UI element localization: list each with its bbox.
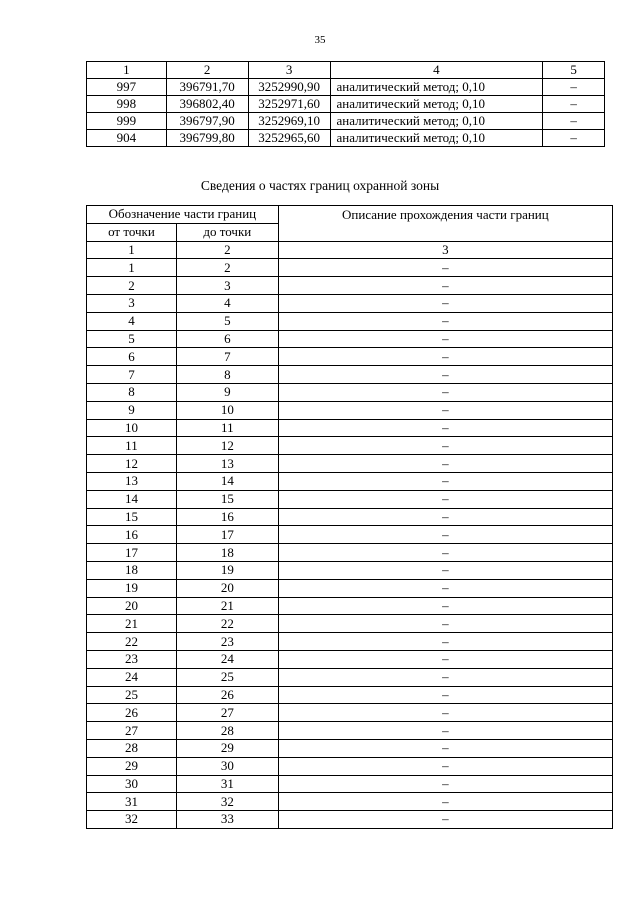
table-cell: –: [278, 757, 612, 775]
table-cell: 4: [176, 294, 278, 312]
table-cell: –: [278, 330, 612, 348]
table-cell: –: [278, 650, 612, 668]
table-cell: аналитический метод; 0,10: [330, 113, 543, 130]
table-cell: 31: [87, 793, 177, 811]
header-from-point: от точки: [87, 223, 177, 241]
table-cell: 3252965,60: [248, 130, 330, 147]
table-row: [87, 366, 613, 384]
table-cell: –: [543, 79, 605, 96]
table-cell: 29: [176, 739, 278, 757]
coords-header-cell: 5: [543, 62, 605, 79]
table-cell: 16: [176, 508, 278, 526]
table-cell: –: [278, 294, 612, 312]
coords-header-cell: 4: [330, 62, 543, 79]
table-cell: 7: [176, 348, 278, 366]
table-cell: 27: [87, 722, 177, 740]
table-cell: аналитический метод; 0,10: [330, 96, 543, 113]
table-cell: 8: [176, 366, 278, 384]
table-cell: 998: [87, 96, 167, 113]
table-cell: 15: [87, 508, 177, 526]
table-cell: 7: [87, 366, 177, 384]
table-cell: 18: [176, 544, 278, 562]
table-row: [87, 277, 613, 295]
numbering-cell: 1: [87, 241, 177, 259]
table-row: [87, 96, 605, 113]
table-cell: –: [278, 508, 612, 526]
table-cell: –: [543, 96, 605, 113]
table-cell: –: [278, 437, 612, 455]
table-cell: 32: [176, 793, 278, 811]
table-cell: –: [278, 312, 612, 330]
table-cell: 999: [87, 113, 167, 130]
table-cell: 997: [87, 79, 167, 96]
table-cell: 23: [87, 650, 177, 668]
table-cell: 28: [176, 722, 278, 740]
coordinates-table: [86, 61, 605, 147]
table-cell: –: [278, 455, 612, 473]
table-cell: 396797,90: [166, 113, 248, 130]
table-row: [87, 508, 613, 526]
table-cell: 26: [176, 686, 278, 704]
table-cell: 11: [176, 419, 278, 437]
table-cell: –: [278, 526, 612, 544]
table-cell: 20: [87, 597, 177, 615]
table-cell: 6: [87, 348, 177, 366]
table-cell: –: [543, 130, 605, 147]
table-cell: 904: [87, 130, 167, 147]
table-cell: 19: [87, 579, 177, 597]
table-cell: 15: [176, 490, 278, 508]
table-row: [87, 722, 613, 740]
coords-header-cell: 2: [166, 62, 248, 79]
table-cell: –: [278, 277, 612, 295]
table-cell: 396799,80: [166, 130, 248, 147]
table-cell: 21: [87, 615, 177, 633]
table-cell: 5: [87, 330, 177, 348]
table-row: [87, 401, 613, 419]
table-cell: –: [278, 401, 612, 419]
table-cell: 25: [87, 686, 177, 704]
table-cell: 20: [176, 579, 278, 597]
table-row: [87, 294, 613, 312]
table-row: [87, 383, 613, 401]
table-cell: 2: [176, 259, 278, 277]
table-cell: –: [278, 472, 612, 490]
table-cell: 17: [176, 526, 278, 544]
table-cell: –: [278, 775, 612, 793]
table-cell: –: [278, 633, 612, 651]
table-cell: 6: [176, 330, 278, 348]
table-cell: 26: [87, 704, 177, 722]
table-row: [87, 793, 613, 811]
table-row: [87, 259, 613, 277]
table-row: [87, 348, 613, 366]
table-cell: 9: [176, 383, 278, 401]
table-cell: 3: [176, 277, 278, 295]
table-row: [87, 472, 613, 490]
table-row: [87, 739, 613, 757]
table-cell: 12: [176, 437, 278, 455]
table-cell: 1: [87, 259, 177, 277]
table-row: [87, 775, 613, 793]
table-cell: –: [278, 793, 612, 811]
table-cell: 22: [87, 633, 177, 651]
boundary-parts-table: [86, 205, 613, 829]
table-cell: –: [278, 811, 612, 829]
table-row: [87, 312, 613, 330]
table-cell: –: [278, 259, 612, 277]
table-cell: 396791,70: [166, 79, 248, 96]
table-row: [87, 526, 613, 544]
table-cell: 8: [87, 383, 177, 401]
coords-header-cell: 1: [87, 62, 167, 79]
table-row: [87, 615, 613, 633]
table-cell: –: [278, 615, 612, 633]
table-cell: 3252971,60: [248, 96, 330, 113]
table-cell: 27: [176, 704, 278, 722]
table-cell: 396802,40: [166, 96, 248, 113]
table-cell: 31: [176, 775, 278, 793]
table-cell: –: [543, 113, 605, 130]
table-cell: 32: [87, 811, 177, 829]
table-cell: –: [278, 544, 612, 562]
coords-header-cell: 3: [248, 62, 330, 79]
table-cell: 2: [87, 277, 177, 295]
table-cell: –: [278, 561, 612, 579]
numbering-row: [87, 241, 613, 259]
table-cell: –: [278, 597, 612, 615]
table-cell: –: [278, 722, 612, 740]
table-cell: –: [278, 668, 612, 686]
table-row: [87, 579, 613, 597]
table-cell: 29: [87, 757, 177, 775]
table-cell: –: [278, 739, 612, 757]
table-row: [87, 544, 613, 562]
table-cell: –: [278, 704, 612, 722]
table-cell: 19: [176, 561, 278, 579]
table-cell: 12: [87, 455, 177, 473]
table-cell: –: [278, 348, 612, 366]
section-title: Сведения о частях границ охранной зоны: [200, 178, 440, 193]
table-cell: 23: [176, 633, 278, 651]
table-row: [87, 668, 613, 686]
table-cell: 33: [176, 811, 278, 829]
table-cell: 11: [87, 437, 177, 455]
table-cell: 24: [87, 668, 177, 686]
table-row: [87, 686, 613, 704]
table-row: [87, 633, 613, 651]
table-cell: –: [278, 366, 612, 384]
coords-header-row: [87, 62, 605, 79]
table-cell: 3: [87, 294, 177, 312]
table-cell: 25: [176, 668, 278, 686]
table-cell: –: [278, 686, 612, 704]
table-cell: 13: [87, 472, 177, 490]
table-row: [87, 561, 613, 579]
header-to-point: до точки: [176, 223, 278, 241]
table-cell: 22: [176, 615, 278, 633]
table-cell: 3252969,10: [248, 113, 330, 130]
table-row: [87, 811, 613, 829]
table-cell: 24: [176, 650, 278, 668]
table-cell: –: [278, 579, 612, 597]
table-row: [87, 130, 605, 147]
table-cell: –: [278, 383, 612, 401]
table-cell: 18: [87, 561, 177, 579]
table-cell: 30: [87, 775, 177, 793]
table-row: [87, 455, 613, 473]
header-description: Описание прохождения части границ: [278, 206, 612, 242]
table-cell: 10: [176, 401, 278, 419]
table-row: [87, 597, 613, 615]
table-cell: 30: [176, 757, 278, 775]
numbering-cell: 3: [278, 241, 612, 259]
table-cell: 16: [87, 526, 177, 544]
table-cell: 14: [176, 472, 278, 490]
table-cell: 21: [176, 597, 278, 615]
table-row: [87, 490, 613, 508]
numbering-cell: 2: [176, 241, 278, 259]
table-cell: –: [278, 490, 612, 508]
table-row: [87, 79, 605, 96]
table-cell: –: [278, 419, 612, 437]
table-cell: 17: [87, 544, 177, 562]
table-cell: 14: [87, 490, 177, 508]
page-number: 35: [314, 34, 326, 46]
table-row: [87, 437, 613, 455]
table-cell: 3252990,90: [248, 79, 330, 96]
table-row: [87, 704, 613, 722]
table-cell: 5: [176, 312, 278, 330]
table-cell: аналитический метод; 0,10: [330, 79, 543, 96]
header-boundary-part: Обозначение части границ: [87, 206, 279, 224]
table-row: [87, 113, 605, 130]
table-row: [87, 330, 613, 348]
table-cell: 28: [87, 739, 177, 757]
table-cell: 9: [87, 401, 177, 419]
table-row: [87, 419, 613, 437]
table-cell: 13: [176, 455, 278, 473]
table-row: [87, 757, 613, 775]
table-cell: аналитический метод; 0,10: [330, 130, 543, 147]
table-cell: 10: [87, 419, 177, 437]
table-row: [87, 650, 613, 668]
table-cell: 4: [87, 312, 177, 330]
